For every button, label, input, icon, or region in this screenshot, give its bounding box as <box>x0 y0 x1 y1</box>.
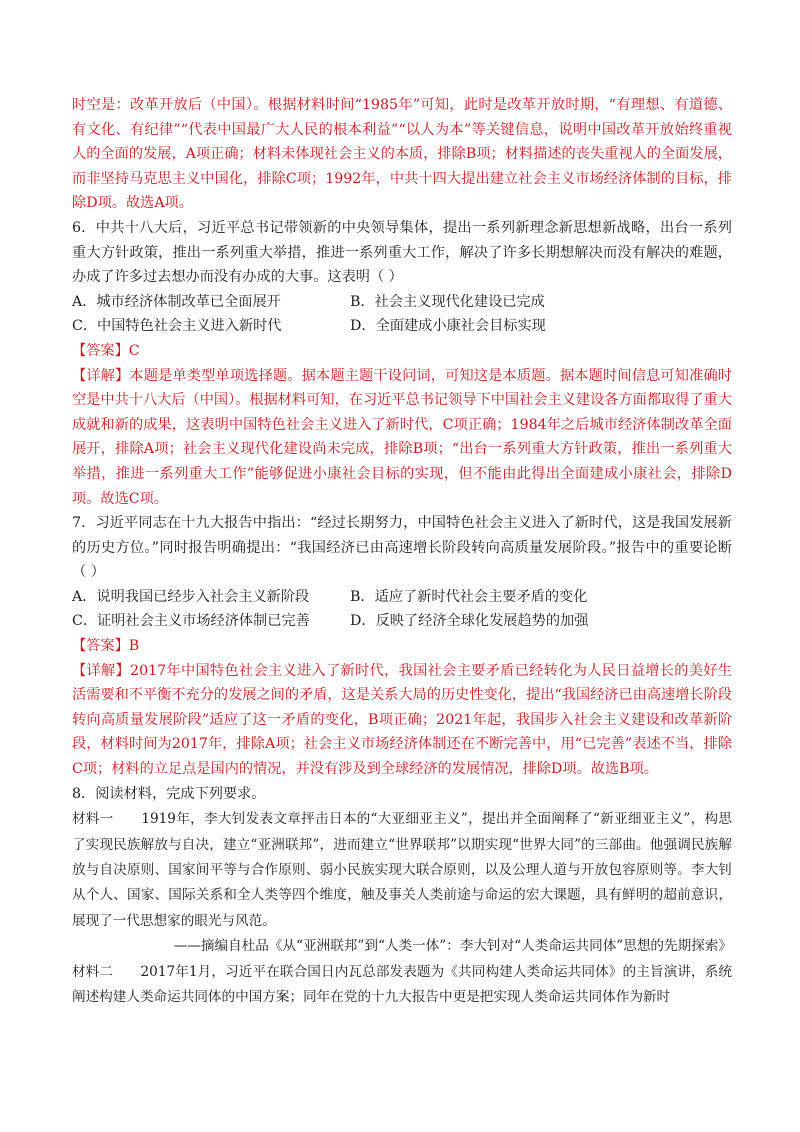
q8-stem: 8．阅读材料，完成下列要求。 <box>72 785 266 802</box>
q7-option-b: B．适应了新时代社会主要矛盾的变化 <box>350 588 588 605</box>
q6-option-a: A．城市经济体制改革已全面展开 <box>72 293 281 310</box>
q7-option-c: C．证明社会主义市场经济体制已完善 <box>72 613 310 630</box>
q6-option-c: C．中国特色社会主义进入新时代 <box>72 318 282 335</box>
q7-stem: 7．习近平同志在十九大报告中指出：“经过长期努力，中国特色社会主义进入了新时代，这是我国发展新的历史方位。”同时报告明确提出：“我国经济已由高速增长阶段转向高质量发展阶段。”报告中的重要论断（ ） <box>72 515 732 581</box>
q6-option-d: D．全面建成小康社会目标实现 <box>350 318 546 335</box>
q6-answer: 【答案】C <box>72 342 140 359</box>
q7-options <box>72 585 732 634</box>
q7-answer: 【答案】B <box>72 638 140 655</box>
q6-analysis: 【详解】本题是单类型单项选择题。据本题主题干设问词，可知这是本质题。据本题时间信息可知准确时空是中共十八大后（中国）。根据材料可知，在习近平总书记领导下中国社会主义建设各方面都取得了重大成就和新的成果，这表明中国特色社会主义进入了新时代，C项正确；1984年之后城市经济体制改革全面展开，排除A项；社会主义现代化建设尚未完成，排除B项；“出台一系列重大方针政策，推出一系列重大举措，推进一系列重大工作”能够促进小康社会目标的实现，但不能由此得出全面建成小康社会，排除D项。故选C项。 <box>72 367 732 507</box>
q7-option-a: A．说明我国已经步入社会主义新阶段 <box>72 588 310 605</box>
q7-analysis: 【详解】2017年中国特色社会主义进入了新时代，我国社会主要矛盾已经转化为人民日益增长的美好生活需要和不平衡不充分的发展之间的矛盾，这是关系大局的历史性变化，提出“我国经济已由高速增长阶段转向高质量发展阶段”适应了这一矛盾的变化，B项正确；2021年起，我国步入社会主义建设和改革新阶段，材料时间为2017年，排除A项；社会主义市场经济体制还在不断完善中，用“已完善”表述不当，排除C项；材料的立足点是国内的情况，并没有涉及到全球经济的发展情况，排除D项。故选B项。 <box>72 662 732 778</box>
q8-material-2: 材料二 2017年1月，习近平在联合国日内瓦总部发表题为《共同构建人类命运共同体》的主旨演讲，系统阐述构建人类命运共同体的中国方案；同年在党的十九大报告中更是把实现人类命运共同体作为新时 <box>72 963 732 1006</box>
q6-options <box>72 290 732 339</box>
q6-stem: 6．中共十八大后，习近平总书记带领新的中央领导集体，提出一系列新理念新思想新战略，出台一系列重大方针政策，推出一系列重大举措，推进一系列重大工作，解决了许多长期想解决而没有解决的难题，办成了许多过去想办而没有办成的大事。这表明（ ） <box>72 219 732 286</box>
q8-source-1: ——摘编自杜品《从“亚洲联邦”到“人类一体”：李大钊对“人类命运共同体”思想的先期探索》 <box>173 938 732 955</box>
q8-material-1: 材料一 1919年，李大钊发表文章抨击日本的“大亚细亚主义”，提出并全面阐释了“新亚细亚主义”，构思了实现民族解放与自决，建立“亚洲联邦”，进而建立“世界联邦”以期实现“世界大同”的三部曲。他强调民族解放与自决原则、国家间平等与合作原则、弱小民族实现大联合原则，以及公理人道与开放包容原则等。李大钊从个人、国家、国际关系和全人类等四个维度，触及事关人类前途与命运的宏大课题，具有鲜明的超前意识，展现了一代思想家的眼光与风范。 <box>72 811 732 929</box>
document-page <box>72 93 732 1010</box>
q7-option-d: D．反映了经济全球化发展趋势的加强 <box>350 613 589 630</box>
q5-analysis: 时空是：改革开放后（中国）。根据材料时间“1985年”可知，此时是改革开放时期，“有理想、有道德、有文化、有纪律”“代表中国最广大人民的根本利益”“以人为本”等关键信息，说明中国改革开放始终重视人的全面的发展，A项正确；材料未体现社会主义的本质，排除B项；材料描述的丧失重视人的全面发展，而非坚持马克思主义中国化，排除C项；1992年，中共十四大提出建立社会主义市场经济体制的目标，排除D项。故选A项。 <box>72 97 732 212</box>
q6-option-b: B．社会主义现代化建设已完成 <box>350 293 545 310</box>
